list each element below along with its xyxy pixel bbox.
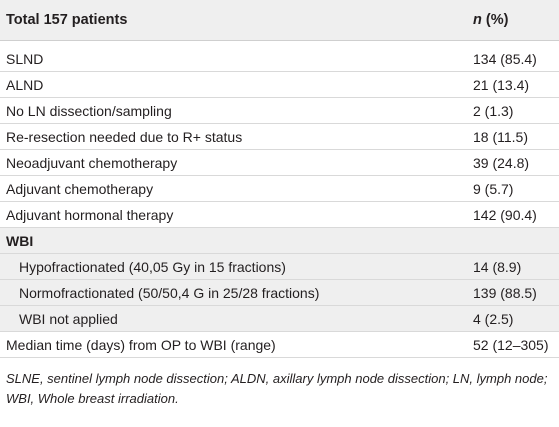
row-value: 39 (24.8) — [473, 154, 530, 171]
row-label: Median time (days) from OP to WBI (range) — [6, 336, 276, 353]
table-row — [0, 306, 559, 332]
table-row — [0, 176, 559, 202]
table-header-row — [0, 0, 559, 41]
row-value: 21 (13.4) — [473, 76, 530, 93]
row-label: Neoadjuvant chemotherapy — [6, 154, 178, 171]
table-row — [0, 332, 559, 358]
row-label: Adjuvant hormonal therapy — [6, 206, 174, 223]
row-label: SLND — [6, 50, 44, 67]
row-value: 9 (5.7) — [473, 180, 514, 197]
row-value: 14 (8.9) — [473, 258, 522, 275]
row-value: 52 (12–305) — [473, 336, 549, 353]
row-label: ALND — [6, 76, 44, 93]
row-label: Hypofractionated (40,05 Gy in 15 fractions) — [19, 258, 286, 275]
row-value: 18 (11.5) — [473, 128, 528, 145]
row-value: 4 (2.5) — [473, 310, 514, 327]
table-row — [0, 98, 559, 124]
header-n-percent — [473, 12, 508, 28]
row-value: 2 (1.3) — [473, 102, 514, 119]
row-label: Re-resection needed due to R+ status — [6, 128, 243, 145]
table-row — [0, 280, 559, 306]
header-n: n — [473, 12, 482, 28]
table-row — [0, 202, 559, 228]
section-label: WBI — [6, 232, 34, 249]
row-label: Normofractionated (50/50,4 G in 25/28 fractions) — [19, 284, 320, 301]
table-footnote: SLNE, sentinel lymph node dissection; ALDN, axillary lymph node dissection; LN, lymph node; WBI, Whole breast irradiation. — [6, 371, 548, 406]
table-row — [0, 150, 559, 176]
header-percent: (%) — [485, 12, 509, 28]
header-total-patients: Total 157 patients — [6, 12, 128, 28]
section-row-wbi — [0, 228, 559, 254]
table-row — [0, 46, 559, 72]
table-row — [0, 254, 559, 280]
table-row — [0, 72, 559, 98]
table-row — [0, 124, 559, 150]
row-value: 139 (88.5) — [473, 284, 537, 301]
row-value: 142 (90.4) — [473, 206, 537, 223]
row-value: 134 (85.4) — [473, 50, 537, 67]
row-label: WBI not applied — [19, 310, 118, 327]
row-label: Adjuvant chemotherapy — [6, 180, 154, 197]
row-label: No LN dissection/sampling — [6, 102, 172, 119]
